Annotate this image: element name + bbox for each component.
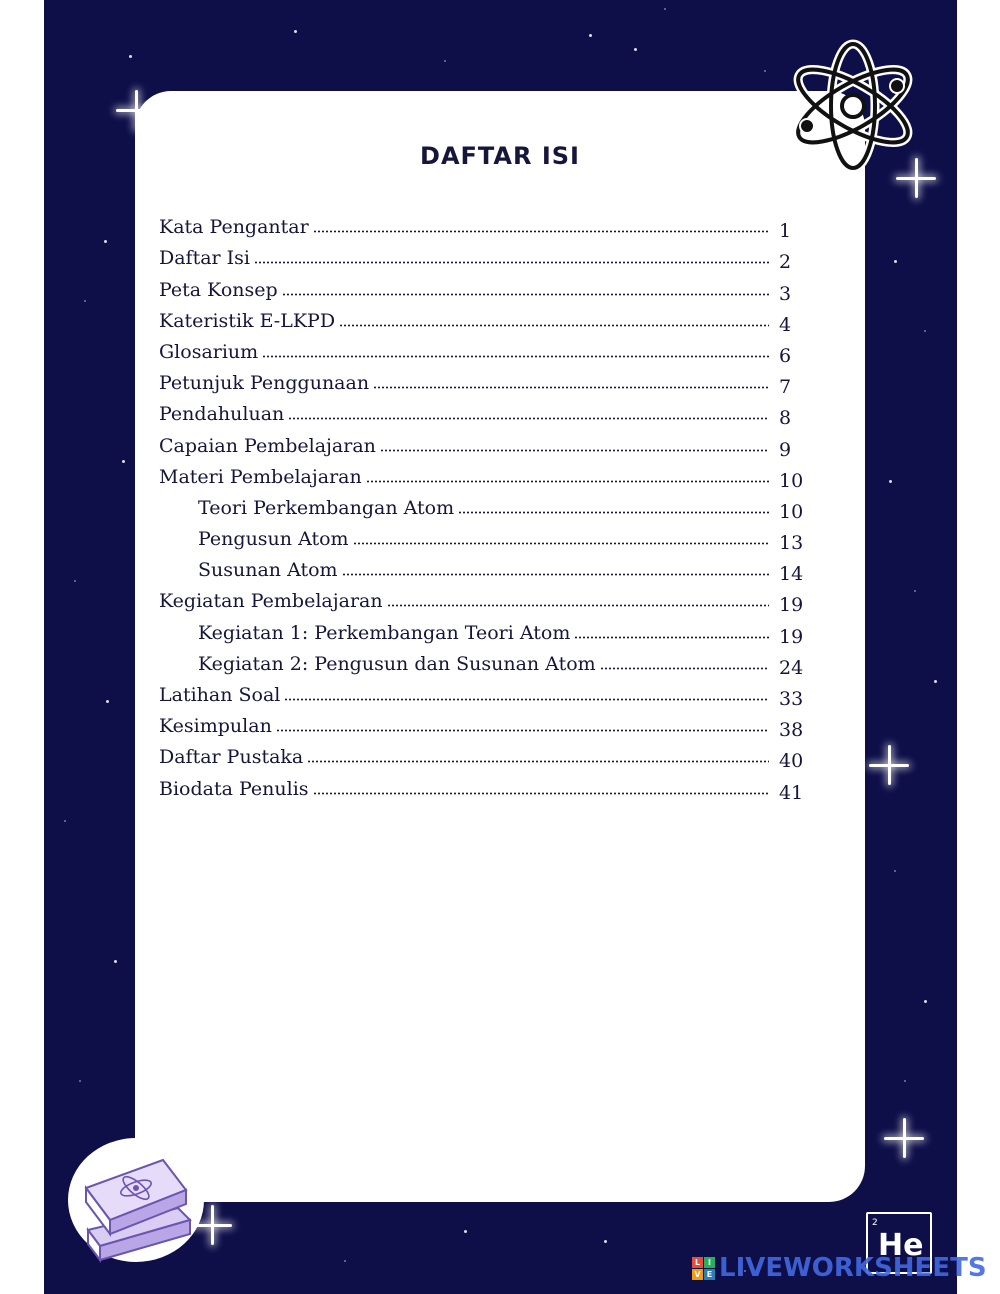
dot-leader	[307, 760, 769, 763]
table-of-contents	[159, 208, 809, 804]
toc-entry-page-number: 10	[779, 469, 804, 492]
watermark-logo-letter: E	[704, 1269, 715, 1280]
toc-entry-page-number: 13	[779, 532, 804, 555]
toc-entry-label: Capaian Pembelajaran	[159, 434, 380, 458]
toc-entry-label: Susunan Atom	[198, 558, 342, 582]
toc-entry[interactable]	[159, 208, 809, 243]
dot-leader	[342, 573, 769, 576]
dot-leader	[600, 667, 769, 670]
toc-entry-label: Kata Pengantar	[159, 215, 313, 239]
toc-entry[interactable]	[159, 520, 809, 555]
toc-entry-page-number: 8	[779, 407, 792, 430]
toc-entry-label: Daftar Pustaka	[159, 745, 307, 769]
toc-entry-page-number: 33	[779, 688, 804, 710]
liveworksheets-watermark	[692, 1254, 987, 1282]
dot-leader	[254, 261, 769, 264]
dot-leader	[339, 324, 769, 327]
books-icon	[68, 1138, 218, 1268]
toc-entry[interactable]	[159, 458, 809, 492]
toc-entry[interactable]	[159, 395, 809, 430]
toc-entry[interactable]	[159, 364, 809, 399]
dot-leader	[282, 293, 769, 296]
toc-entry-label: Materi Pembelajaran	[159, 465, 366, 489]
dot-leader	[387, 604, 769, 607]
toc-entry-label: Kegiatan Pembelajaran	[159, 589, 387, 613]
toc-entry[interactable]	[159, 333, 809, 367]
dot-leader	[353, 542, 769, 545]
toc-entry-page-number: 19	[779, 625, 804, 648]
dot-leader	[313, 792, 769, 795]
toc-entry[interactable]	[159, 582, 809, 617]
toc-entry[interactable]	[159, 676, 809, 710]
toc-entry-page-number: 19	[779, 594, 804, 617]
dot-leader	[284, 698, 769, 701]
toc-entry[interactable]	[159, 239, 809, 274]
toc-entry-page-number: 7	[779, 376, 792, 399]
watermark-logo-letter: I	[704, 1257, 715, 1268]
watermark-text: LIVEWORKSHEETS	[719, 1253, 987, 1283]
element-symbol: He	[878, 1228, 924, 1263]
toc-entry-label: Glosarium	[159, 340, 262, 364]
toc-entry[interactable]	[159, 489, 809, 523]
toc-entry[interactable]	[159, 270, 809, 305]
watermark-logo-grid	[692, 1257, 715, 1280]
atom-icon	[785, 38, 920, 173]
toc-entry-label: Petunjuk Penggunaan	[159, 371, 373, 395]
toc-entry[interactable]	[159, 551, 809, 586]
toc-entry[interactable]	[159, 426, 809, 461]
toc-entry-label: Daftar Isi	[159, 246, 254, 270]
toc-entry-label: Biodata Penulis	[159, 777, 313, 801]
toc-entry-page-number: 41	[779, 781, 804, 804]
toc-entry-page-number: 2	[779, 251, 792, 274]
dot-leader	[380, 449, 769, 452]
page-title: DAFTAR ISI	[420, 142, 580, 170]
toc-entry-page-number: 3	[779, 282, 792, 305]
toc-entry-label: Peta Konsep	[159, 278, 282, 302]
toc-entry-page-number: 24	[779, 656, 804, 679]
toc-entry-page-number: 10	[779, 500, 804, 523]
toc-entry[interactable]	[159, 302, 809, 336]
dot-leader	[276, 729, 769, 732]
toc-entry[interactable]	[159, 738, 809, 773]
toc-entry-page-number: 1	[779, 220, 792, 243]
toc-entry[interactable]	[159, 707, 809, 742]
watermark-logo-letter: L	[692, 1257, 703, 1268]
toc-entry-page-number: 38	[779, 719, 804, 742]
toc-entry-label: Kegiatan 2: Pengusun dan Susunan Atom	[198, 652, 600, 676]
toc-entry[interactable]	[159, 769, 809, 804]
dot-leader	[262, 355, 769, 358]
dot-leader	[574, 636, 769, 639]
toc-entry-label: Latihan Soal	[159, 683, 284, 707]
toc-entry-label: Kesimpulan	[159, 714, 276, 738]
toc-entry-page-number: 40	[779, 750, 804, 773]
toc-entry-page-number: 14	[779, 563, 804, 586]
toc-entry-page-number: 9	[779, 438, 792, 461]
dot-leader	[366, 480, 769, 483]
toc-entry[interactable]	[159, 645, 809, 679]
toc-entry-page-number: 6	[779, 344, 792, 367]
toc-entry-label: Kateristik E-LKPD	[159, 309, 339, 333]
toc-entry[interactable]	[159, 613, 809, 648]
toc-entry-label: Kegiatan 1: Perkembangan Teori Atom	[198, 621, 574, 645]
dot-leader	[458, 511, 769, 514]
dot-leader	[373, 386, 769, 389]
dot-leader	[288, 417, 769, 420]
dot-leader	[313, 230, 769, 233]
toc-entry-label: Pendahuluan	[159, 402, 288, 426]
toc-entry-page-number: 4	[779, 313, 792, 336]
toc-entry-label: Pengusun Atom	[198, 527, 353, 551]
watermark-logo-letter: V	[692, 1269, 703, 1280]
toc-entry-label: Teori Perkembangan Atom	[198, 496, 458, 520]
atomic-number: 2	[872, 1218, 878, 1228]
